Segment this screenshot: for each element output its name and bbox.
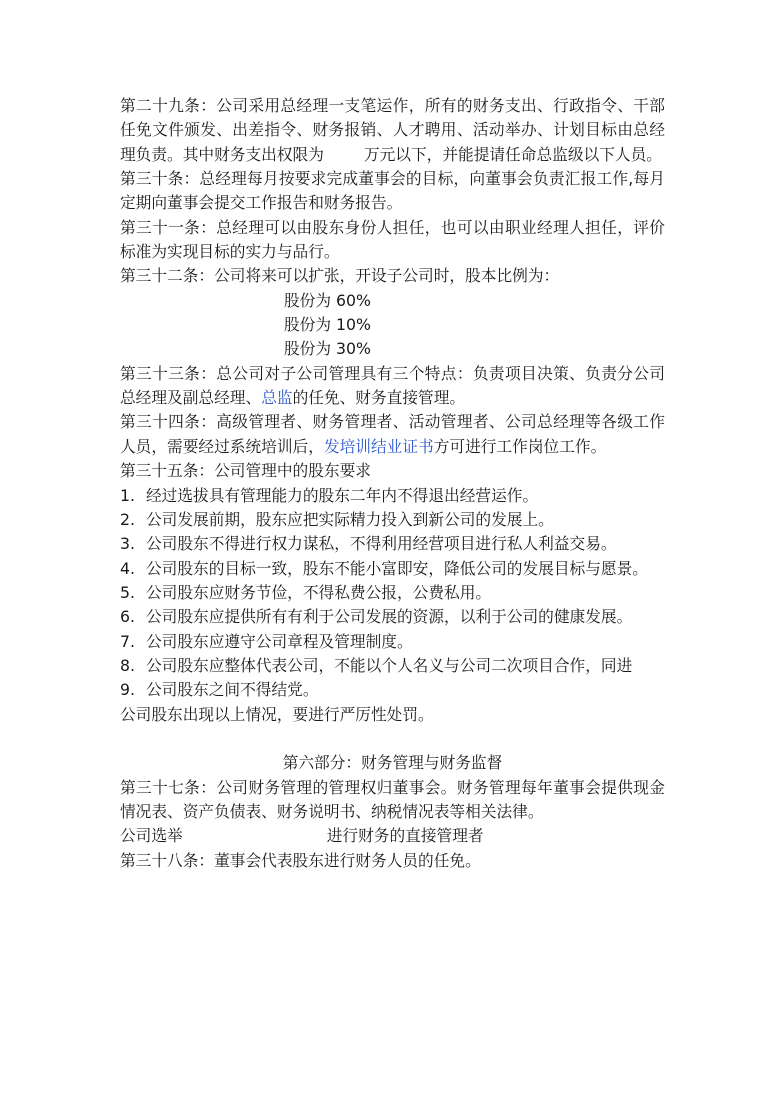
shareholder-penalty-note: 公司股东出现以上情况，要进行严厉性处罚。 xyxy=(120,704,434,724)
list-item: 1. 经过选拔具有管理能力的股东二年内不得退出经营运作。 xyxy=(120,485,539,505)
article-38: 第三十八条：董事会代表股东进行财务人员的任免。 xyxy=(120,850,481,870)
list-item: 5. 公司股东应财务节俭，不得私费公报，公费私用。 xyxy=(120,582,492,602)
ratio-line-3: 股份为 30% xyxy=(284,339,371,359)
ratio-line-2: 股份为 10% xyxy=(284,315,371,335)
list-item: 8. 公司股东应整体代表公司，不能以个人名义与公司二次项目合作，同进 xyxy=(120,655,633,675)
list-item: 4. 公司股东的目标一致，股东不能小富即安，降低公司的发展目标与愿景。 xyxy=(120,558,648,578)
article-37: 第三十七条：公司财务管理的管理权归董事会。财务管理每年董事会提供现金情况表、资产负债表、财务说明书、纳税情况表等相关法律。 xyxy=(120,777,665,821)
director-link[interactable]: 总监 xyxy=(261,388,293,408)
article-29: 第二十九条：公司采用总经理一支笔运作，所有的财务支出、行政指令、干部任免文件颁发、出差指令、财务报销、人才聘用、活动举办、计划目标由总经理负责。其中财务支出权限为 万元以下，并能提请任命总监级以下人员。 xyxy=(120,96,665,164)
list-item: 9. 公司股东之间不得结党。 xyxy=(120,680,319,700)
article-35-title: 第三十五条：公司管理中的股东要求 xyxy=(120,461,371,481)
article-34: 第三十四条：高级管理者、财务管理者、活动管理者、公司总经理等各级工作人员，需要经过系统培训后，发培训结业证书方可进行工作岗位工作。 xyxy=(120,412,665,456)
article-37-line-2: 公司选举 进行财务的直接管理者 xyxy=(120,826,484,846)
part-6-heading: 第六部分：财务管理与财务监督 xyxy=(282,753,503,773)
document-body xyxy=(120,94,665,873)
list-item: 2. 公司发展前期，股东应把实际精力投入到新公司的发展上。 xyxy=(120,509,554,529)
certificate-link[interactable]: 发培训结业证书 xyxy=(323,436,434,456)
list-item: 6. 公司股东应提供所有有利于公司发展的资源，以利于公司的健康发展。 xyxy=(120,607,633,627)
article-30: 第三十条：总经理每月按要求完成董事会的目标，向董事会负责汇报工作,每月定期向董事会提交工作报告和财务报告。 xyxy=(120,169,665,213)
ratio-line-1: 股份为 60% xyxy=(284,290,371,310)
section-spacer xyxy=(120,727,665,751)
article-33: 第三十三条：总公司对子公司管理具有三个特点：负责项目决策、负责分公司总经理及副总经理、总监的任免、财务直接管理。 xyxy=(120,363,665,408)
article-31: 第三十一条：总经理可以由股东身份人担任，也可以由职业经理人担任，评价标准为实现目标的实力与品行。 xyxy=(120,217,665,262)
list-item: 7. 公司股东应遵守公司章程及管理制度。 xyxy=(120,631,413,651)
article-32: 第三十二条：公司将来可以扩张，开设子公司时，股本比例为： xyxy=(120,266,560,286)
list-item: 3. 公司股东不得进行权力谋私，不得利用经营项目进行私人利益交易。 xyxy=(120,534,617,554)
